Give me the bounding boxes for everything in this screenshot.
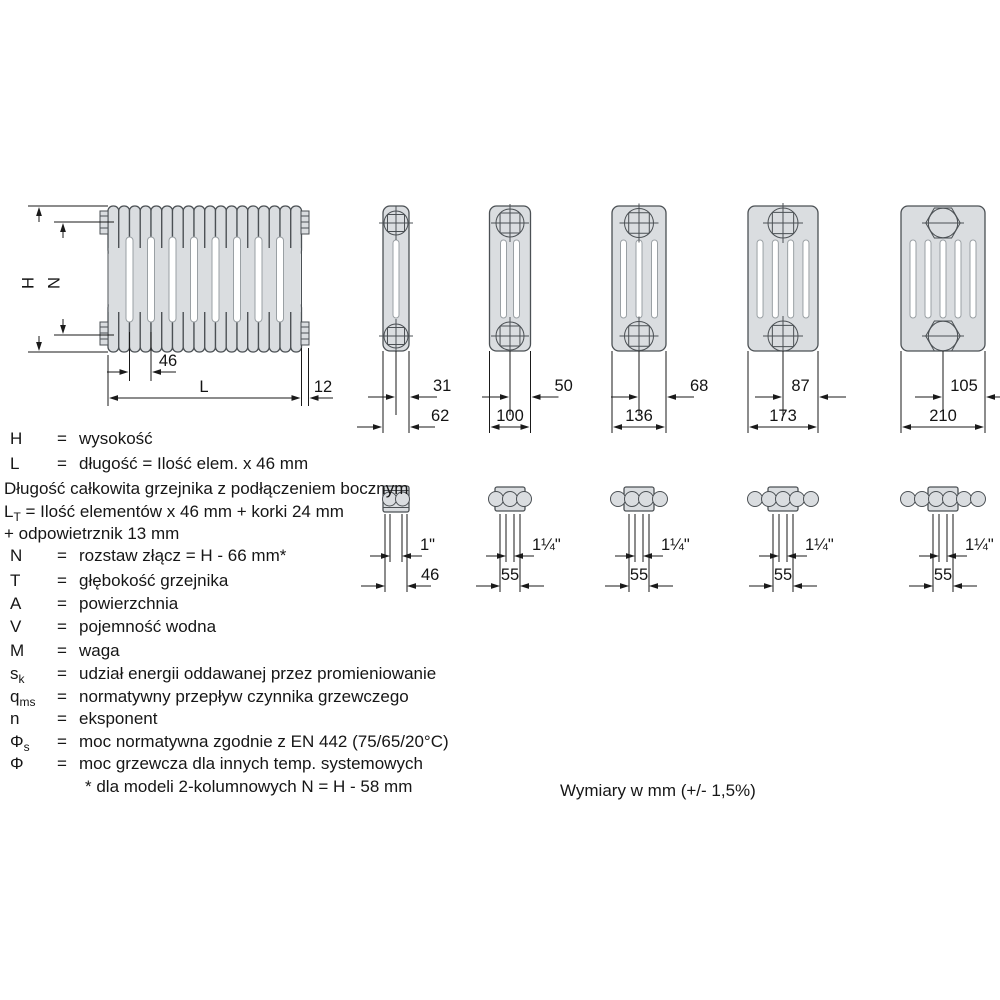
dimension-label: 100	[496, 407, 524, 425]
legend-row	[0, 454, 560, 478]
legend-symbol: A	[10, 594, 22, 613]
legend-description: pojemność wodna	[79, 617, 217, 636]
legend-symbol: $q_{ms}$	[10, 687, 36, 709]
legend-symbol-subscript: k	[18, 672, 25, 686]
dimension-label: 1¼"	[532, 536, 561, 554]
legend-description: waga	[79, 641, 120, 660]
legend-text: + odpowietrznik 13 mm	[4, 524, 180, 543]
legend-equals: =	[57, 429, 67, 448]
legend-symbol: M	[10, 641, 25, 660]
legend-description: rozstaw złącz = H - 66 mm*	[79, 546, 287, 565]
legend-symbol-subscript: s	[23, 740, 30, 754]
top-view-dimensions-6col	[909, 514, 994, 592]
legend-description: udział energii oddawanej przez promieniowanie	[79, 664, 437, 683]
dimension-label: N	[44, 277, 62, 289]
dimension-label: 55	[629, 566, 649, 584]
legend-equals: =	[57, 594, 67, 613]
legend-formula: $L_T$ = Ilość elementów x 46 mm + korki 24 mm	[4, 502, 344, 524]
dimension-label: 55	[500, 566, 520, 584]
legend-row	[0, 479, 560, 503]
legend-description: eksponent	[79, 709, 158, 728]
dimension-label: 173	[769, 407, 797, 425]
dimension-label: 68	[690, 377, 709, 395]
legend-symbol: T	[10, 571, 21, 590]
legend-symbol: n	[10, 709, 20, 728]
dimension-label: 50	[554, 377, 573, 395]
legend-symbol-subscript: ms	[19, 695, 36, 709]
dimension-label: 1¼"	[805, 536, 834, 554]
legend-row	[0, 641, 560, 665]
legend-symbol: $s_k$	[10, 664, 25, 686]
legend-description: moc grzewcza dla innych temp. systemowych	[79, 754, 423, 773]
dimension-label: 62	[431, 407, 450, 425]
legend-equals: =	[57, 617, 67, 636]
legend-description: głębokość grzejnika	[79, 571, 229, 590]
dimension-label: 87	[791, 377, 810, 395]
legend-row	[0, 617, 560, 641]
legend-row	[0, 754, 560, 778]
legend-row	[0, 502, 560, 526]
legend-symbol: L	[10, 454, 20, 473]
dimension-label: 1¼"	[965, 536, 994, 554]
legend-text: Długość całkowita grzejnika z podłączeniem bocznym	[4, 479, 409, 498]
legend-equals: =	[57, 664, 67, 683]
top-view-dimensions-4col	[605, 514, 690, 592]
dimension-label: 210	[929, 407, 957, 425]
top-view-dimensions-5col	[749, 514, 834, 592]
legend-row	[0, 709, 560, 733]
dimension-label: H	[18, 277, 36, 289]
legend-row	[0, 524, 560, 548]
legend-row	[0, 732, 560, 756]
legend-row	[0, 664, 560, 688]
legend-footnote: * dla modeli 2-kolumnowych N = H - 58 mm	[85, 777, 413, 796]
dimension-label: 31	[433, 377, 452, 395]
dimension-label: 55	[773, 566, 793, 584]
dimension-label: 46	[158, 352, 178, 370]
section-dimensions-4col	[611, 351, 708, 433]
legend-equals: =	[57, 546, 67, 565]
dimensions-note: Wymiary w mm (+/- 1,5%)	[560, 781, 756, 800]
legend-symbol: V	[10, 617, 22, 636]
legend-equals: =	[57, 641, 67, 660]
legend-description: moc normatywna zgodnie z EN 442 (75/65/20°C)	[79, 732, 449, 751]
legend-row	[0, 546, 560, 570]
dimension-label: 55	[933, 566, 953, 584]
top-view-5col	[748, 487, 834, 592]
legend-symbol: Φ	[10, 754, 24, 773]
dimension-label: 1"	[420, 536, 436, 554]
legend-symbol: $\Phi_s$	[10, 732, 30, 754]
legend-equals: =	[57, 709, 67, 728]
dimension-label: 12	[313, 378, 333, 396]
section-dimensions-6col	[901, 351, 1000, 433]
dimension-label: 46	[421, 566, 440, 584]
legend-row	[0, 777, 560, 801]
section-view-5col	[748, 203, 846, 433]
dimension-label: L	[199, 378, 209, 396]
dimension-label: 136	[625, 407, 653, 425]
legend-row	[0, 687, 560, 711]
dimension-label: 1¼"	[661, 536, 690, 554]
legend-equals: =	[57, 454, 67, 473]
section-dimensions-5col	[748, 351, 846, 433]
legend-equals: =	[57, 732, 67, 751]
legend-description: długość = Ilość elem. x 46 mm	[79, 454, 309, 473]
legend-symbol: H	[10, 429, 23, 448]
top-view-4col	[605, 487, 690, 592]
legend-row	[0, 429, 560, 453]
legend-description: normatywny przepływ czynnika grzewczego	[79, 687, 409, 706]
legend-row	[0, 594, 560, 618]
section-view-4col	[611, 204, 708, 434]
legend-symbol-subscript: T	[13, 510, 21, 524]
legend-row	[0, 571, 560, 595]
legend-equals: =	[57, 754, 67, 773]
top-view-6col	[901, 487, 994, 592]
legend-description: wysokość	[79, 429, 153, 448]
legend-description: powierzchnia	[79, 594, 179, 613]
legend-equals: =	[57, 687, 67, 706]
dimension-label: 105	[950, 377, 978, 395]
legend-equals: =	[57, 571, 67, 590]
legend-symbol: N	[10, 546, 23, 565]
section-view-6col	[901, 206, 1000, 433]
